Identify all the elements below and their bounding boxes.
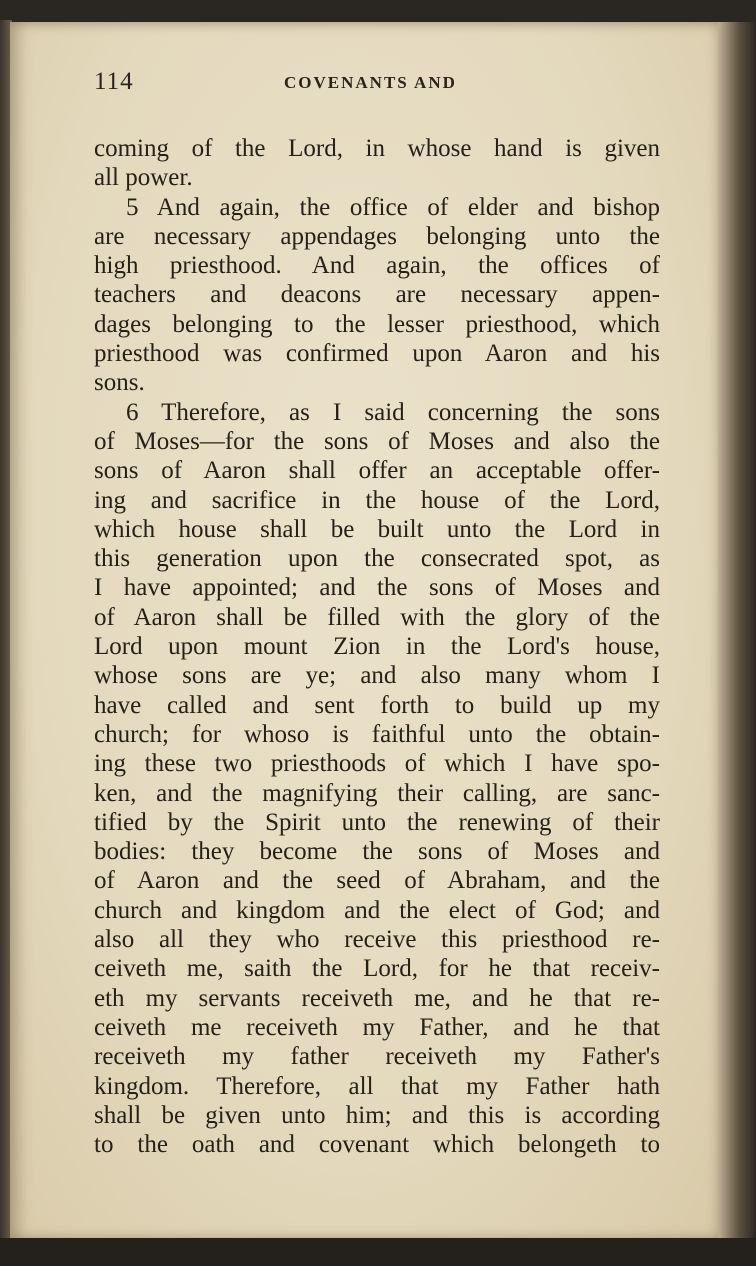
text-line: are necessary appendages belonging unto the xyxy=(94,222,660,250)
text-line: bodies: they become the sons of Moses and xyxy=(94,838,660,866)
text-line: of Aaron shall be filled with the glory of the xyxy=(94,603,660,631)
text-line: ceiveth me receiveth my Father, and he that xyxy=(94,1013,660,1041)
text-line: also all they who receive this priesthood re- xyxy=(94,926,660,954)
text-line: ken, and the magnifying their calling, are sanc- xyxy=(94,779,660,807)
text-line: church and kingdom and the elect of God; and xyxy=(94,896,660,924)
text-line: 5 And again, the office of elder and bishop xyxy=(126,193,660,221)
text-line: which house shall be built unto the Lord in xyxy=(94,515,660,543)
page-number: 114 xyxy=(94,68,134,95)
text-line: to the oath and covenant which belongeth to xyxy=(94,1131,660,1159)
text-line: shall be given unto him; and this is according xyxy=(94,1101,660,1129)
text-line: eth my servants receiveth me, and he that re- xyxy=(94,984,660,1012)
body-text xyxy=(94,134,660,1159)
text-line: receiveth my father receiveth my Father's xyxy=(94,1043,660,1071)
text-line: whose sons are ye; and also many whom I xyxy=(94,662,660,690)
running-head xyxy=(94,68,654,102)
text-line: this generation upon the consecrated spot, as xyxy=(94,545,660,573)
text-line: ing these two priesthoods of which I have spo- xyxy=(94,750,660,778)
text-line: Lord upon mount Zion in the Lord's house, xyxy=(94,633,660,661)
text-line: dages belonging to the lesser priesthood, which xyxy=(94,310,660,338)
book-bottom-edge xyxy=(0,1238,756,1266)
text-line: of Moses—for the sons of Moses and also the xyxy=(94,427,660,455)
text-line: 6 Therefore, as I said concerning the sons xyxy=(126,398,660,426)
text-line: all power. xyxy=(94,164,193,192)
text-line: of Aaron and the seed of Abraham, and the xyxy=(94,867,660,895)
text-line: ing and sacrifice in the house of the Lord, xyxy=(94,486,660,514)
text-line: ceiveth me, saith the Lord, for he that receiv- xyxy=(94,955,660,983)
text-line: tified by the Spirit unto the renewing of their xyxy=(94,808,660,836)
text-line: have called and sent forth to build up my xyxy=(94,691,660,719)
text-line: sons. xyxy=(94,369,145,397)
text-line: kingdom. Therefore, all that my Father hath xyxy=(94,1072,660,1100)
text-line: I have appointed; and the sons of Moses and xyxy=(94,574,660,602)
text-line: teachers and deacons are necessary appen- xyxy=(94,281,660,309)
text-line: coming of the Lord, in whose hand is given xyxy=(94,135,660,162)
text-line: church; for whoso is faithful unto the obtain- xyxy=(94,720,660,748)
page-edge-shadow xyxy=(718,22,756,1242)
running-title: COVENANTS AND xyxy=(284,73,457,92)
text-line: sons of Aaron shall offer an acceptable offer- xyxy=(94,457,660,485)
text-line: high priesthood. And again, the offices of xyxy=(94,252,660,280)
text-line: priesthood was confirmed upon Aaron and his xyxy=(94,340,660,368)
